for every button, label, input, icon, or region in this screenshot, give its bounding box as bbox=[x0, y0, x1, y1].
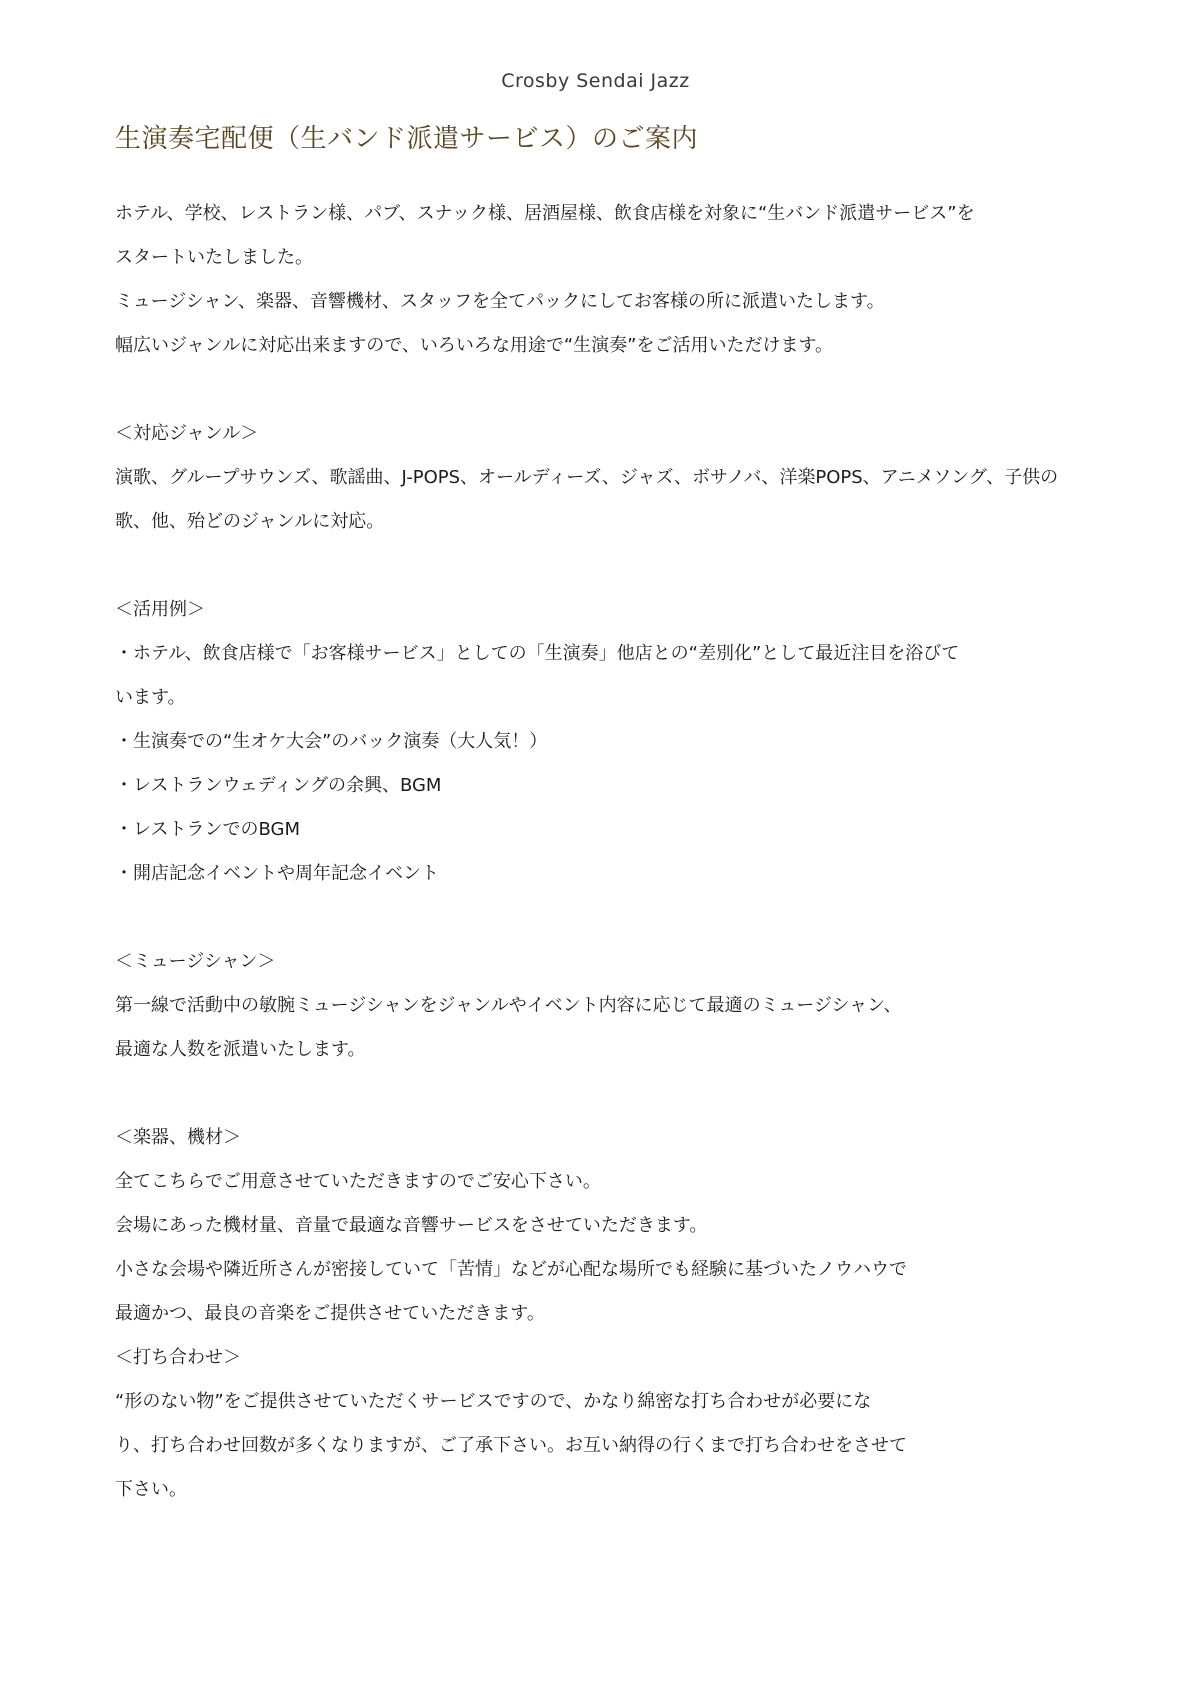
equipment-line: 最適かつ、最良の音楽をご提供させていただきます。 bbox=[115, 1303, 545, 1324]
example-line: います。 bbox=[115, 687, 186, 708]
musicians-line: 最適な人数を派遣いたします。 bbox=[115, 1039, 366, 1060]
genre-heading: ＜対応ジャンル＞ bbox=[115, 423, 259, 444]
intro-line: ホテル、学校、レストラン様、パブ、スナック様、居酒屋様、飲食店様を対象に“生バンド派遣サービス”を bbox=[115, 203, 975, 224]
page-title: 生演奏宅配便（生バンド派遣サービス）のご案内 bbox=[115, 124, 699, 154]
equipment-line: 全てこちらでご用意させていただきますのでご安心下さい。 bbox=[115, 1171, 601, 1192]
equipment-line: 会場にあった機材量、音量で最適な音響サービスをさせていただきます。 bbox=[115, 1215, 708, 1236]
equipment-heading: ＜楽器、機材＞ bbox=[115, 1127, 241, 1148]
examples-heading: ＜活用例＞ bbox=[115, 599, 205, 620]
intro-line: 幅広いジャンルに対応出来ますので、いろいろな用途で“生演奏”をご活用いただけます。 bbox=[115, 335, 834, 356]
example-line: ・レストランでのBGM bbox=[115, 819, 300, 840]
example-line: ・ホテル、飲食店様で「お客様サービス」としての「生演奏」他店との“差別化”として最近注目を浴びて bbox=[115, 643, 960, 664]
example-line: ・開店記念イベントや周年記念イベント bbox=[115, 863, 439, 884]
meeting-line: “形のない物”をご提供させていただくサービスですので、かなり綿密な打ち合わせが必要にな bbox=[115, 1391, 872, 1412]
equipment-line: 小さな会場や隣近所さんが密接していて「苦情」などが心配な場所でも経験に基づいたノウハウで bbox=[115, 1259, 907, 1280]
intro-line: スタートいたしました。 bbox=[115, 247, 313, 268]
example-line: ・生演奏での“生オケ大会”のバック演奏（大人気！） bbox=[115, 731, 548, 752]
musicians-line: 第一線で活動中の敏腕ミュージシャンをジャンルやイベント内容に応じて最適のミュージシャン、 bbox=[115, 995, 902, 1016]
meeting-heading: ＜打ち合わせ＞ bbox=[115, 1347, 241, 1368]
header-brand: Crosby Sendai Jazz bbox=[501, 70, 690, 92]
meeting-line: 下さい。 bbox=[115, 1479, 187, 1500]
example-line: ・レストランウェディングの余興、BGM bbox=[115, 775, 442, 796]
musicians-heading: ＜ミュージシャン＞ bbox=[115, 951, 276, 972]
genre-line: 演歌、グループサウンズ、歌謡曲、J-POPS、オールディーズ、ジャズ、ボサノバ、洋楽POPS、アニメソング、子供の bbox=[115, 467, 1059, 488]
intro-line: ミュージシャン、楽器、音響機材、スタッフを全てパックにしてお客様の所に派遣いたします。 bbox=[115, 291, 885, 312]
genre-line: 歌、他、殆どのジャンルに対応。 bbox=[115, 511, 385, 532]
meeting-line: り、打ち合わせ回数が多くなりますが、ご了承下さい。お互い納得の行くまで打ち合わせをさせて bbox=[115, 1435, 907, 1456]
